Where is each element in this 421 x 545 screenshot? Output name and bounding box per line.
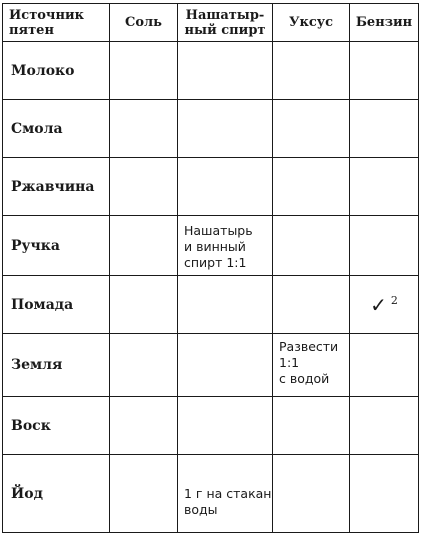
row-label: Помада (3, 276, 110, 334)
cell-ammonia: 1 г на стакан воды (178, 455, 273, 533)
cell-salt (110, 158, 178, 216)
table-row-milk (3, 42, 419, 100)
cell-gasoline (350, 455, 419, 533)
cell-gasoline (350, 158, 419, 216)
cell-ammonia (178, 42, 273, 100)
cell-ammonia (178, 276, 273, 334)
cell-ammonia (178, 334, 273, 397)
cell-vinegar (273, 100, 350, 158)
cell-vinegar (273, 455, 350, 533)
header-row (3, 4, 419, 42)
cell-vinegar (273, 216, 350, 276)
header-gasoline: Бензин (350, 4, 419, 42)
cell-salt (110, 216, 178, 276)
row-label: Йод (3, 455, 110, 533)
cell-salt (110, 42, 178, 100)
cell-salt (110, 276, 178, 334)
row-label: Смола (3, 100, 110, 158)
header-vinegar: Уксус (273, 4, 350, 42)
cell-vinegar (273, 397, 350, 455)
footnote-marker: 2 (390, 293, 398, 307)
row-label: Молоко (3, 42, 110, 100)
cell-vinegar (273, 42, 350, 100)
row-label: Ржавчина (3, 158, 110, 216)
header-ammonia: Нашатыр- ный спирт (178, 4, 273, 42)
header-salt: Соль (110, 4, 178, 42)
cell-gasoline (350, 42, 419, 100)
cell-salt (110, 397, 178, 455)
cell-ammonia (178, 158, 273, 216)
table-row-resin (3, 100, 419, 158)
table-row-iodine (3, 455, 419, 533)
cell-gasoline (350, 334, 419, 397)
cell-vinegar: Развести 1:1 с водой (273, 334, 350, 397)
table-row-rust (3, 158, 419, 216)
row-label: Земля (3, 334, 110, 397)
header-stain-source: Источник пятен (3, 4, 110, 42)
cell-ammonia (178, 100, 273, 158)
cell-ammonia: Нашатырь и винный спирт 1:1 (178, 216, 273, 276)
cell-salt (110, 455, 178, 533)
row-label: Ручка (3, 216, 110, 276)
cell-gasoline (350, 397, 419, 455)
cell-salt (110, 334, 178, 397)
row-label: Воск (3, 397, 110, 455)
table-row-wax (3, 397, 419, 455)
cell-ammonia (178, 397, 273, 455)
stain-removal-table (2, 3, 419, 533)
cell-vinegar (273, 276, 350, 334)
checkmark-icon: ✓ (370, 292, 387, 317)
table-row-lipstick (3, 276, 419, 334)
table-row-pen (3, 216, 419, 276)
table-row-soil (3, 334, 419, 397)
cell-salt (110, 100, 178, 158)
cell-vinegar (273, 158, 350, 216)
cell-gasoline (350, 216, 419, 276)
cell-gasoline (350, 100, 419, 158)
cell-gasoline (350, 276, 419, 334)
